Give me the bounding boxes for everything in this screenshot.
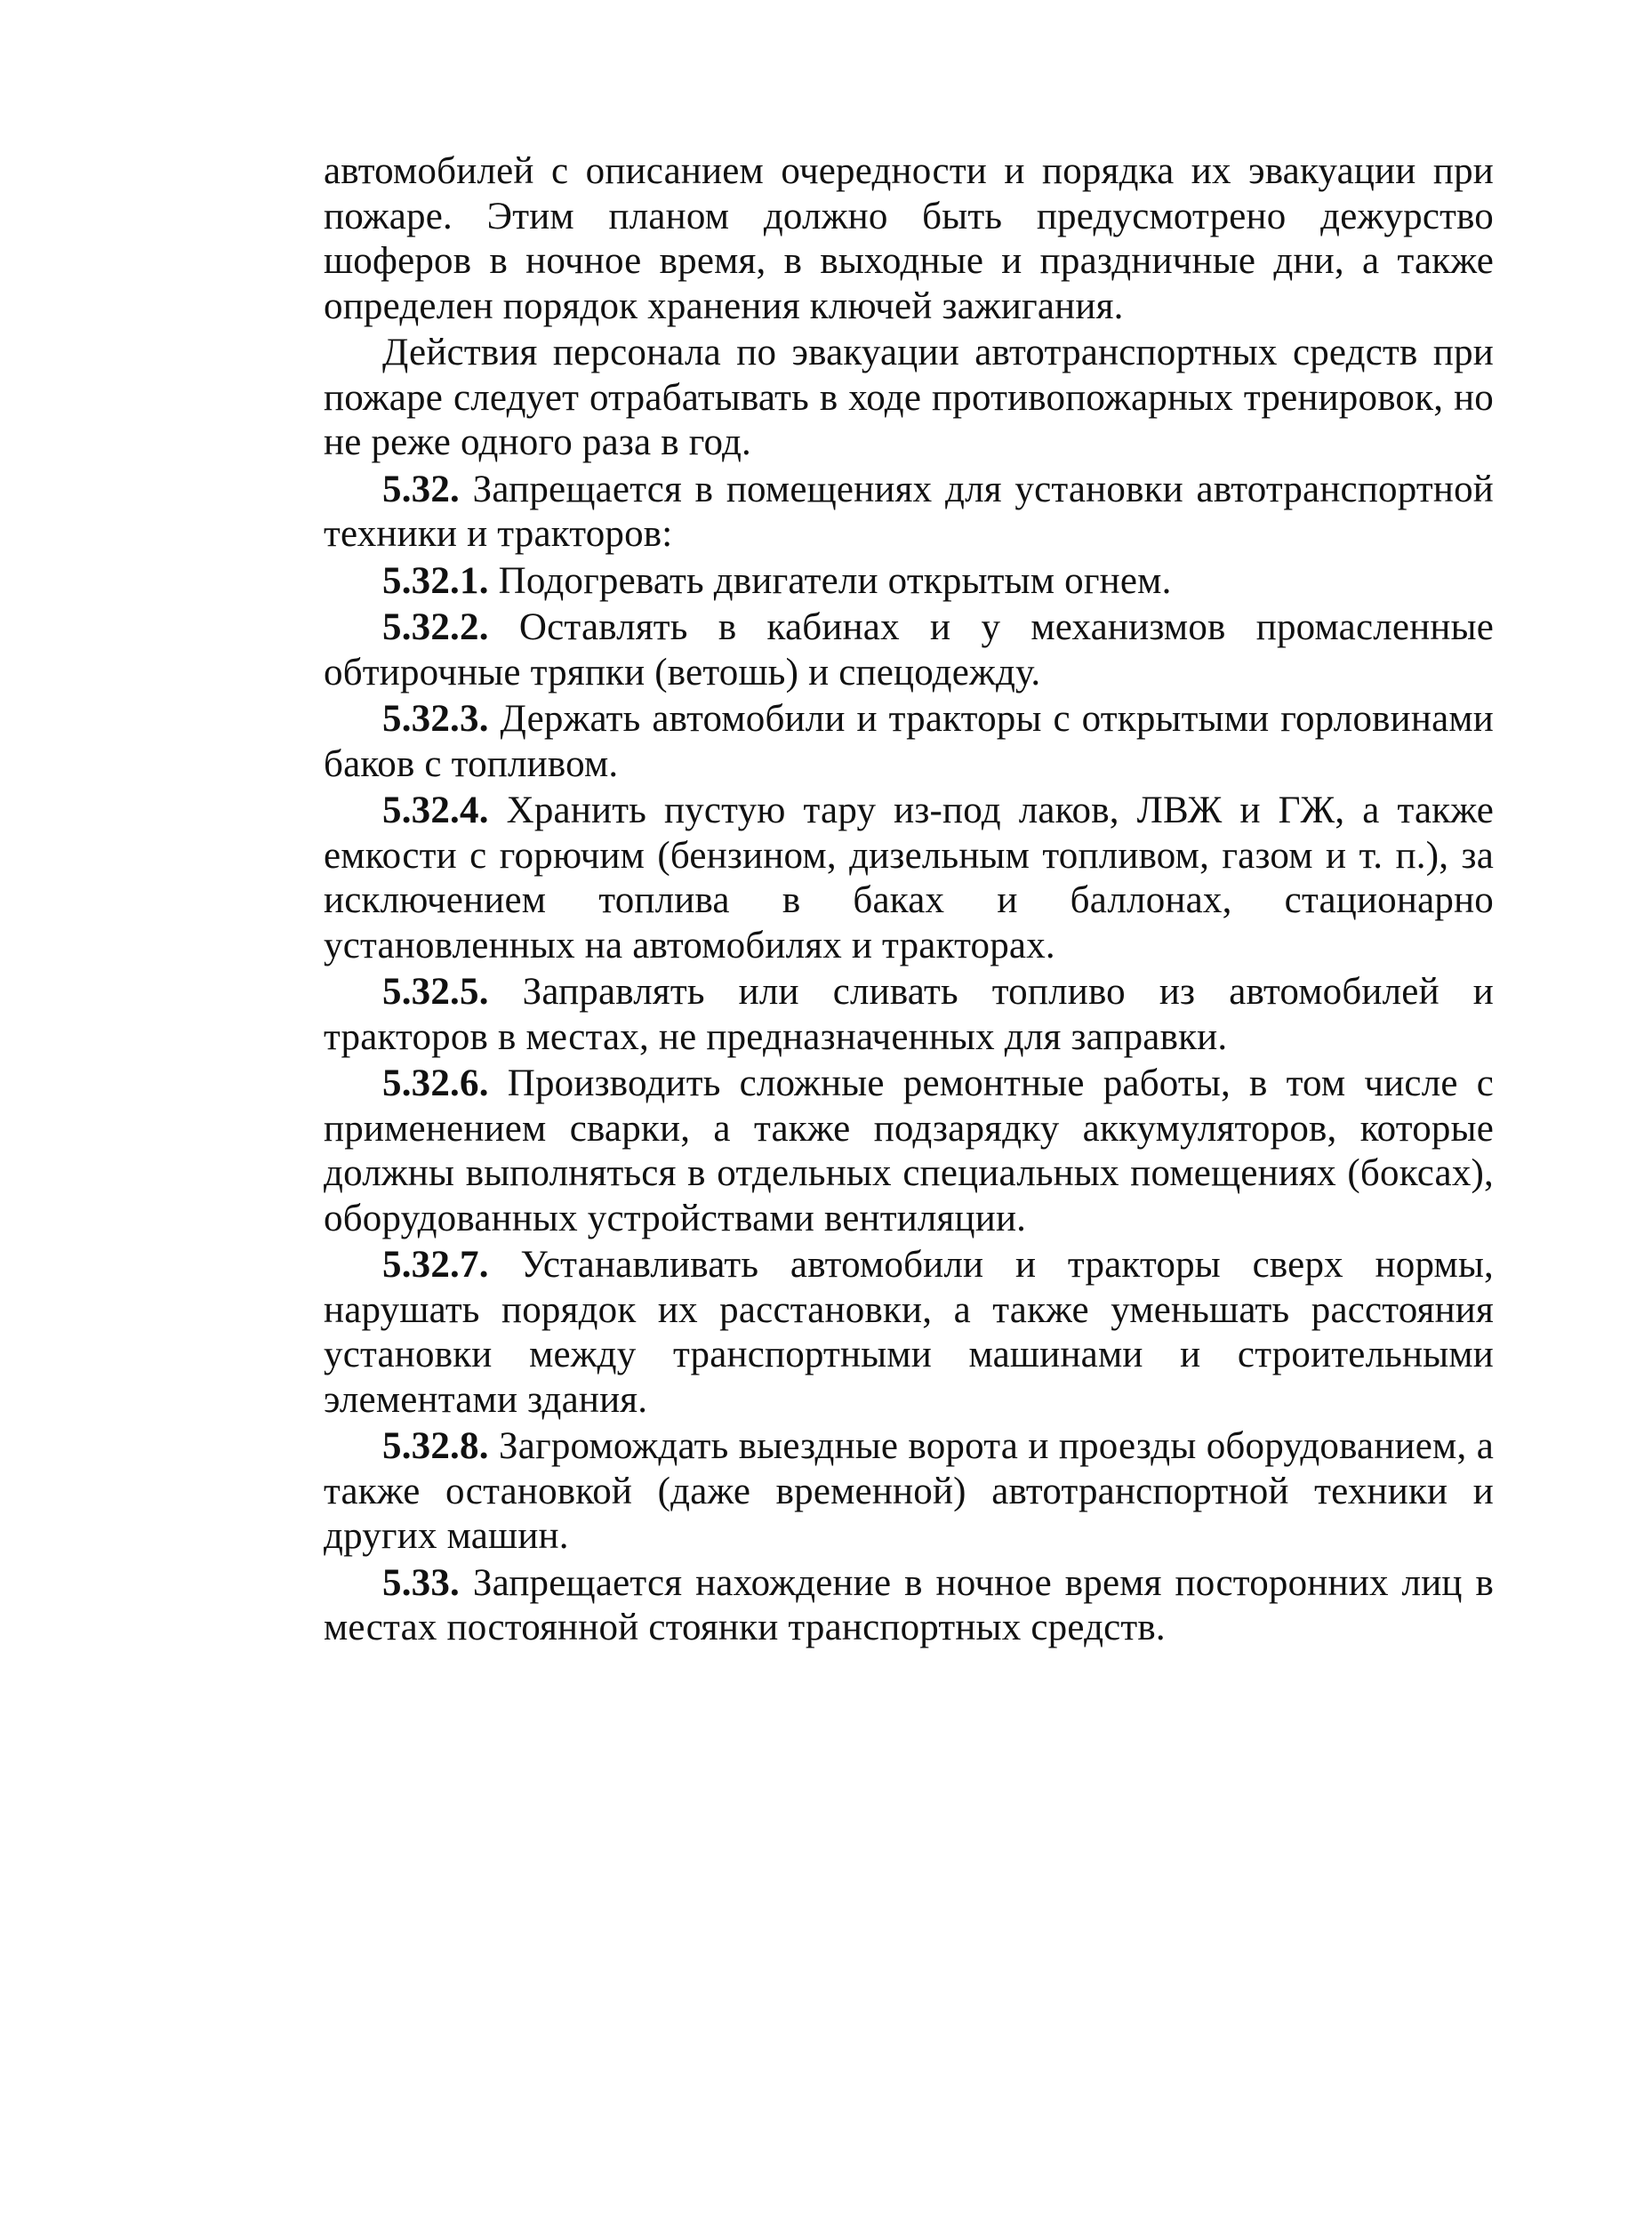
document-page [324, 149, 1494, 1653]
paragraph-text: Запрещается нахождение в ночное время посторонних лиц в местах постоянной стоянки транспортных средств. [324, 1561, 1494, 1648]
paragraph-evacuation-training [324, 331, 1494, 466]
paragraph-5-32-1 [324, 559, 1494, 605]
clause-number: 5.32.5. [382, 971, 489, 1013]
clause-number: 5.32.3. [382, 698, 489, 740]
clause-number: 5.32.4. [382, 790, 489, 831]
clause-number: 5.32.8. [382, 1425, 489, 1467]
paragraph-5-32-5 [324, 970, 1494, 1060]
paragraph-continuation [324, 149, 1494, 329]
paragraph-5-32 [324, 468, 1494, 557]
paragraph-text: Оставлять в кабинах и у механизмов промасленные обтирочные тряпки (ветошь) и спецодежду. [324, 606, 1494, 694]
paragraph-text: автомобилей с описанием очередности и порядка их эвакуации при пожаре. Этим планом должно быть предусмотрено дежурство шоферов в ночное время, в выходные и праздничные дни, а также определен порядок хранения ключей зажигания. [324, 150, 1494, 327]
paragraph-text: Хранить пустую тару из-под лаков, ЛВЖ и ГЖ, а также емкости с горючим (бензином, дизельным топливом, газом и т. п.), за исключением топлива в баках и баллонах, стационарно установленных на автомобилях и тракторах. [324, 790, 1494, 966]
paragraph-text: Действия персонала по эвакуации автотранспортных средств при пожаре следует отрабатывать в ходе противопожарных тренировок, но не реже одного раза в год. [324, 332, 1494, 463]
clause-number: 5.32.7. [382, 1244, 489, 1286]
clause-number: 5.32.1. [382, 559, 489, 602]
paragraph-5-32-2 [324, 605, 1494, 695]
clause-number: 5.32.2. [382, 606, 489, 648]
paragraph-text: Запрещается в помещениях для установки автотранспортной техники и тракторов: [324, 468, 1494, 555]
paragraph-text: Загромождать выездные ворота и проезды оборудованием, а также остановкой (даже временной) автотранспортной техники и других машин. [324, 1425, 1494, 1557]
clause-number: 5.33. [382, 1561, 460, 1604]
paragraph-text: Устанавливать автомобили и тракторы сверх нормы, нарушать порядок их расстановки, а также уменьшать расстояния установки между транспортными машинами и строительными элементами здания. [324, 1244, 1494, 1421]
paragraph-5-32-3 [324, 697, 1494, 787]
paragraph-5-33 [324, 1561, 1494, 1651]
clause-number: 5.32. [382, 468, 460, 510]
clause-number: 5.32.6. [382, 1062, 489, 1104]
paragraph-text: Держать автомобили и тракторы с открытыми горловинами баков с топливом. [324, 698, 1494, 785]
paragraph-5-32-4 [324, 789, 1494, 968]
paragraph-text: Производить сложные ремонтные работы, в том числе с применением сварки, а также подзарядку аккумуляторов, которые должны выполняться в отдельных специальных помещениях (боксах), оборудованных устройствами вентиляции. [324, 1062, 1494, 1239]
paragraph-text: Подогревать двигатели открытым огнем. [488, 559, 1172, 602]
paragraph-5-32-6 [324, 1062, 1494, 1241]
paragraph-text: Заправлять или сливать топливо из автомобилей и тракторов в местах, не предназначенных для заправки. [324, 971, 1494, 1058]
paragraph-5-32-7 [324, 1243, 1494, 1423]
paragraph-5-32-8 [324, 1424, 1494, 1559]
